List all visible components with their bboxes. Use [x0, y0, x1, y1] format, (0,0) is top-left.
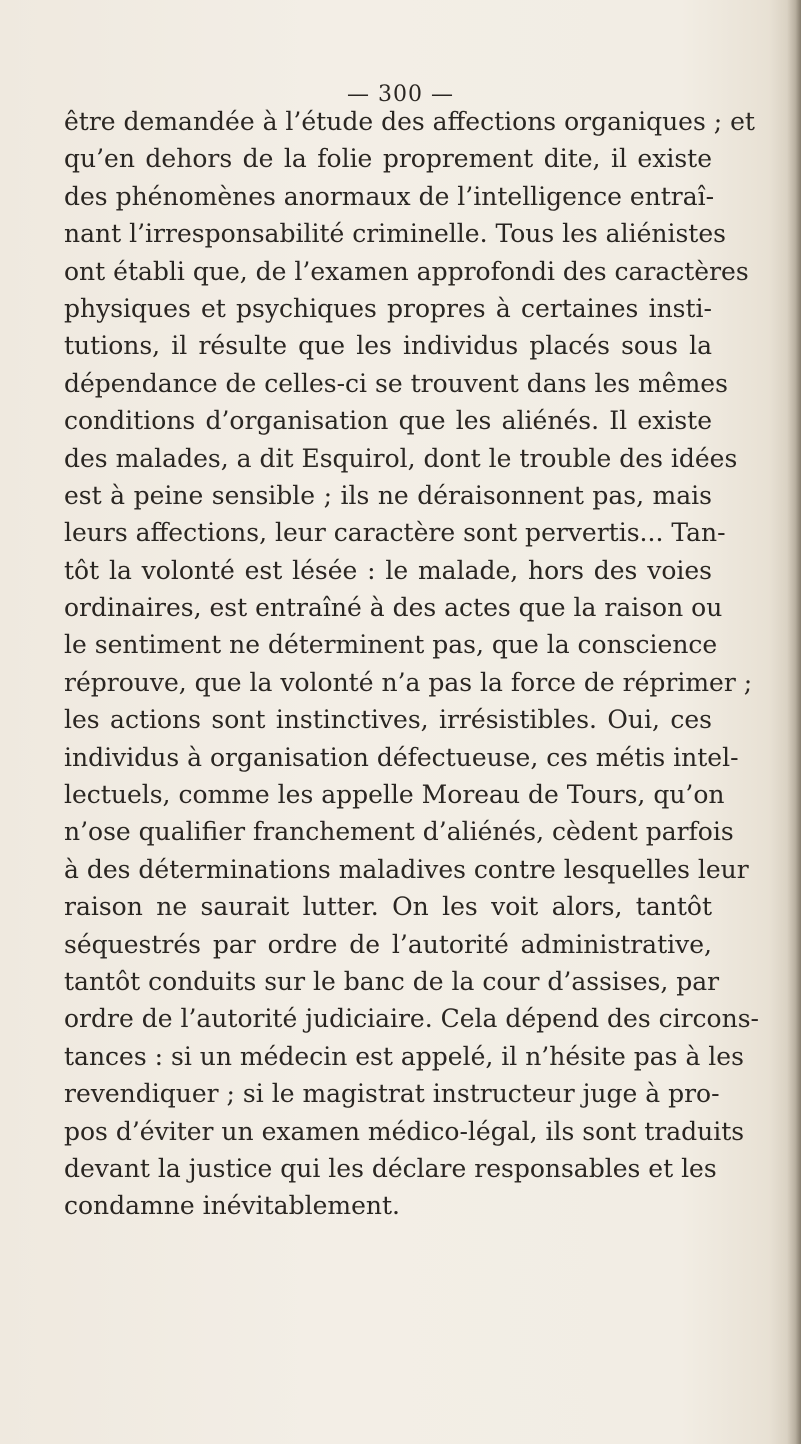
- text-line: des phénomènes anormaux de l’intelligence entraî-: [64, 181, 715, 211]
- text-line: le sentiment ne déterminent pas, que la conscience: [64, 630, 718, 660]
- text-line: les actions sont instinctives, irrésistibles. Oui, ces: [64, 705, 712, 735]
- body-paragraph: [64, 103, 759, 1225]
- text-line: est à peine sensible ; ils ne déraisonnent pas, mais: [64, 480, 712, 510]
- text-line: leurs affections, leur caractère sont pervertis... Tan-: [64, 518, 726, 548]
- text-line: réprouve, que la volonté n’a pas la force de réprimer ;: [64, 667, 753, 697]
- page-number: — 300 —: [347, 82, 454, 107]
- text-line: raison ne saurait lutter. On les voit alors, tantôt: [64, 892, 712, 922]
- text-line-last: condamne inévitablement.: [64, 1191, 400, 1221]
- text-line: tutions, il résulte que les individus placés sous la: [64, 331, 712, 361]
- text-line: qu’en dehors de la folie proprement dite, il existe: [64, 144, 712, 174]
- text-line: n’ose qualifier franchement d’aliénés, cèdent parfois: [64, 817, 734, 847]
- text-line: pos d’éviter un examen médico-légal, ils sont traduits: [64, 1116, 745, 1146]
- text-line: à des déterminations maladives contre lesquelles leur: [64, 854, 749, 884]
- text-line: revendiquer ; si le magistrat instructeur juge à pro-: [64, 1079, 720, 1109]
- text-line: des malades, a dit Esquirol, dont le trouble des idées: [64, 443, 738, 473]
- text-line: ont établi que, de l’examen approfondi des caractères: [64, 256, 749, 286]
- text-line: devant la justice qui les déclare responsables et les: [64, 1153, 717, 1183]
- text-line: nant l’irresponsabilité criminelle. Tous les aliénistes: [64, 219, 726, 249]
- text-line: dépendance de celles-ci se trouvent dans les mêmes: [64, 368, 728, 398]
- text-line: conditions d’organisation que les aliénés. Il existe: [64, 406, 712, 436]
- text-line: être demandée à l’étude des affections organiques ; et: [64, 107, 755, 136]
- page-edge-shadow: [787, 0, 801, 1444]
- text-line: tôt la volonté est lésée : le malade, hors des voies: [64, 555, 712, 585]
- text-line: tances : si un médecin est appelé, il n’hésite pas à les: [64, 1041, 744, 1071]
- text-line: lectuels, comme les appelle Moreau de Tours, qu’on: [64, 780, 725, 810]
- text-line: tantôt conduits sur le banc de la cour d’assises, par: [64, 966, 720, 996]
- text-line: ordinaires, est entraîné à des actes que la raison ou: [64, 593, 723, 623]
- text-line: ordre de l’autorité judiciaire. Cela dépend des circons-: [64, 1004, 759, 1034]
- text-line: individus à organisation défectueuse, ces métis intel-: [64, 742, 739, 772]
- text-line: séquestrés par ordre de l’autorité administrative,: [64, 929, 712, 959]
- text-line: physiques et psychiques propres à certaines insti-: [64, 293, 712, 323]
